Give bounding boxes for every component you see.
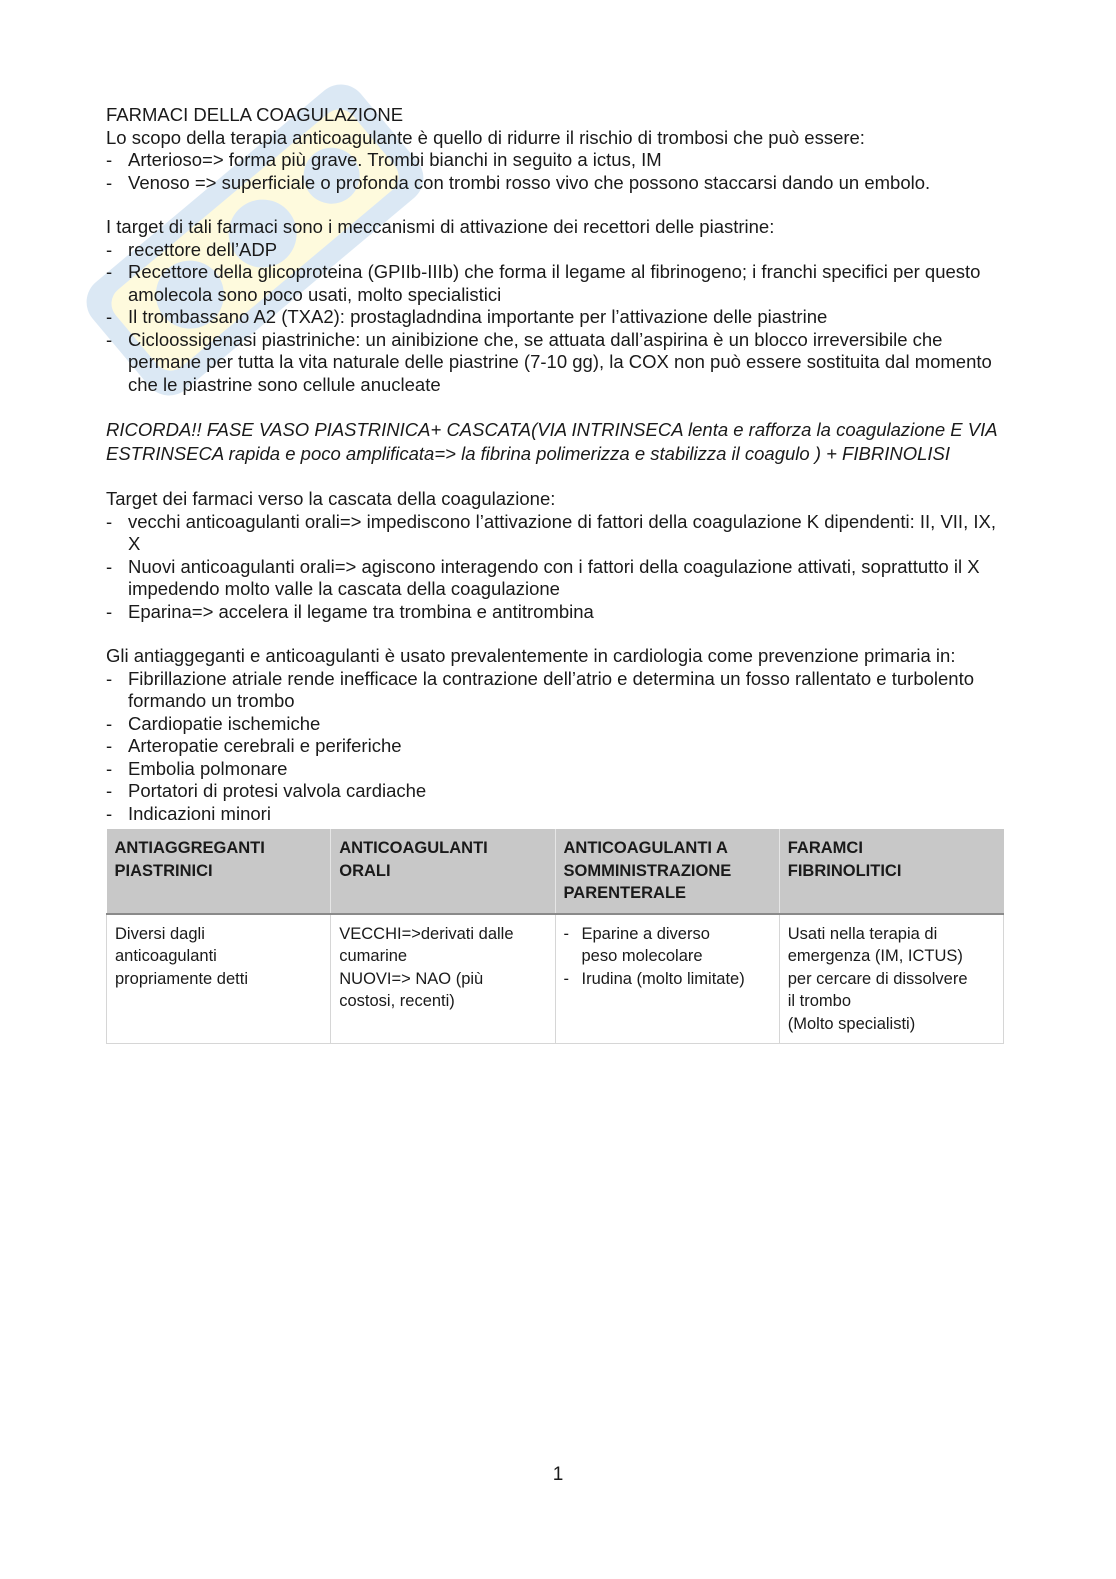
cell-line: Usati nella terapia di	[787, 924, 938, 943]
document-page	[106, 104, 1006, 1044]
cascade-list	[106, 511, 1006, 624]
targets-list	[106, 239, 1006, 397]
cell-antiaggreganti	[107, 914, 331, 1044]
table-row	[107, 914, 1004, 1044]
parenteral-list	[564, 923, 771, 991]
header-line: FARAMCI	[787, 839, 863, 857]
cell-line: Diversi dagli	[115, 924, 205, 943]
cell-line: VECCHI=>derivati dalle	[339, 924, 514, 943]
cell-line: anticoagulanti	[115, 947, 217, 965]
cell-line: - Eparine a diverso	[581, 924, 710, 943]
reminder-note: RICORDA!! FASE VASO PIASTRINICA+ CASCATA(VIA INTRINSECA lenta e rafforza la coagulazione E VIA ESTRINSECA rapida e poco amplificata=> la fibrina polimerizza e stabilizza il coagulo ) + FIBRINOLISI	[106, 419, 997, 464]
list-item: - Cardiopatie ischemiche	[106, 713, 1006, 736]
list-item: - Arteropatie cerebrali e periferiche	[106, 735, 1006, 758]
cell-anticoagulanti-orali	[331, 914, 555, 1044]
cell-line: (Molto specialisti)	[787, 1014, 916, 1033]
cell-line: propriamente detti	[115, 969, 248, 988]
page-title: FARMACI DELLA COAGULAZIONE	[106, 104, 404, 125]
header-line: ANTIAGGREGANTI	[114, 839, 265, 857]
page-number: 1	[552, 1464, 564, 1485]
usage-intro: Gli antiaggeganti e anticoagulanti è usato prevalentemente in cardiologia come prevenzione primaria in:	[106, 645, 956, 666]
indications-list	[106, 668, 1006, 826]
header-fibrinolitici	[779, 829, 1003, 914]
list-item: - Il trombassano A2 (TXA2): prostagladndina importante per l’attivazione delle piastrine	[106, 306, 1006, 329]
list-item: - Embolia polmonare	[106, 758, 1006, 781]
list-item: - Cicloossigenasi piastriniche: un ainibizione che, se attuata dall’aspirina è un blocco irreversibile che permane per tutta la vita naturale delle piastrine (7-10 gg), la COX non può essere sostituita dal momento che le piastrine sono cellule anucleate	[106, 329, 1006, 397]
list-item: - recettore dell’ADP	[106, 239, 1006, 262]
cell-line: costosi, recenti)	[339, 992, 455, 1010]
list-item: - Fibrillazione atriale rende inefficace la contrazione dell’atrio e determina un fosso rallentato e turbolento formando un trombo	[106, 668, 1006, 713]
list-item: - Venoso => superficiale o profonda con trombi rosso vivo che possono staccarsi dando un embolo.	[106, 172, 1006, 195]
targets-intro: I target di tali farmaci sono i meccanismi di attivazione dei recettori delle piastrine:	[106, 216, 775, 237]
cell-fibrinolitici	[779, 914, 1003, 1044]
header-line: ANTICOAGULANTI A	[563, 839, 728, 857]
header-line: SOMMINISTRAZIONE	[563, 861, 732, 880]
list-item: - Recettore della glicoproteina (GPIIb-IIIb) che forma il legame al fibrinogeno; i franchi specifici per questo amolecola sono poco usati, molto specialistici	[106, 261, 1006, 306]
list-item: - Nuovi anticoagulanti orali=> agiscono interagendo con i fattori della coagulazione attivati, soprattutto il X impedendo molto valle la cascata della coagulazione	[106, 556, 1006, 601]
cell-anticoagulanti-parenterali	[555, 914, 779, 1044]
header-line: PARENTERALE	[563, 884, 687, 902]
header-line: PIASTRINICI	[114, 861, 213, 880]
header-line: ANTICOAGULANTI	[339, 839, 488, 857]
list-item: - Indicazioni minori	[106, 803, 1006, 826]
header-anticoagulanti-orali	[331, 829, 555, 914]
cell-line: per cercare di dissolvere	[787, 969, 968, 988]
cascade-intro: Target dei farmaci verso la cascata della coagulazione:	[106, 488, 556, 509]
list-item: - vecchi anticoagulanti orali=> impediscono l’attivazione di fattori della coagulazione K dipendenti: II, VII, IX, X	[106, 511, 1006, 556]
cell-line: emergenza (IM, ICTUS)	[787, 947, 963, 965]
list-item: - Portatori di protesi valvola cardiache	[106, 780, 1006, 803]
thrombosis-list	[106, 149, 1006, 194]
list-item	[564, 923, 771, 968]
list-item: - Eparina=> accelera il legame tra trombina e antitrombina	[106, 601, 1006, 624]
cell-line: - Irudina (molto limitate)	[581, 969, 745, 988]
table-header-row	[107, 829, 1004, 914]
header-line: FIBRINOLITICI	[787, 861, 902, 880]
list-item	[564, 968, 771, 991]
drug-classes-table	[106, 829, 1004, 1044]
list-item: - Arterioso=> forma più grave. Trombi bianchi in seguito a ictus, IM	[106, 149, 1006, 172]
cell-line: il trombo	[787, 992, 852, 1010]
header-anticoagulanti-parenterali	[555, 829, 779, 914]
cell-line: cumarine	[339, 947, 408, 965]
header-antiaggreganti	[107, 829, 331, 914]
cell-line: NUOVI=> NAO (più	[339, 969, 484, 988]
cell-line: peso molecolare	[581, 947, 703, 965]
intro-paragraph: Lo scopo della terapia anticoagulante è quello di ridurre il rischio di trombosi che può essere:	[106, 126, 865, 148]
header-line: ORALI	[339, 861, 391, 880]
